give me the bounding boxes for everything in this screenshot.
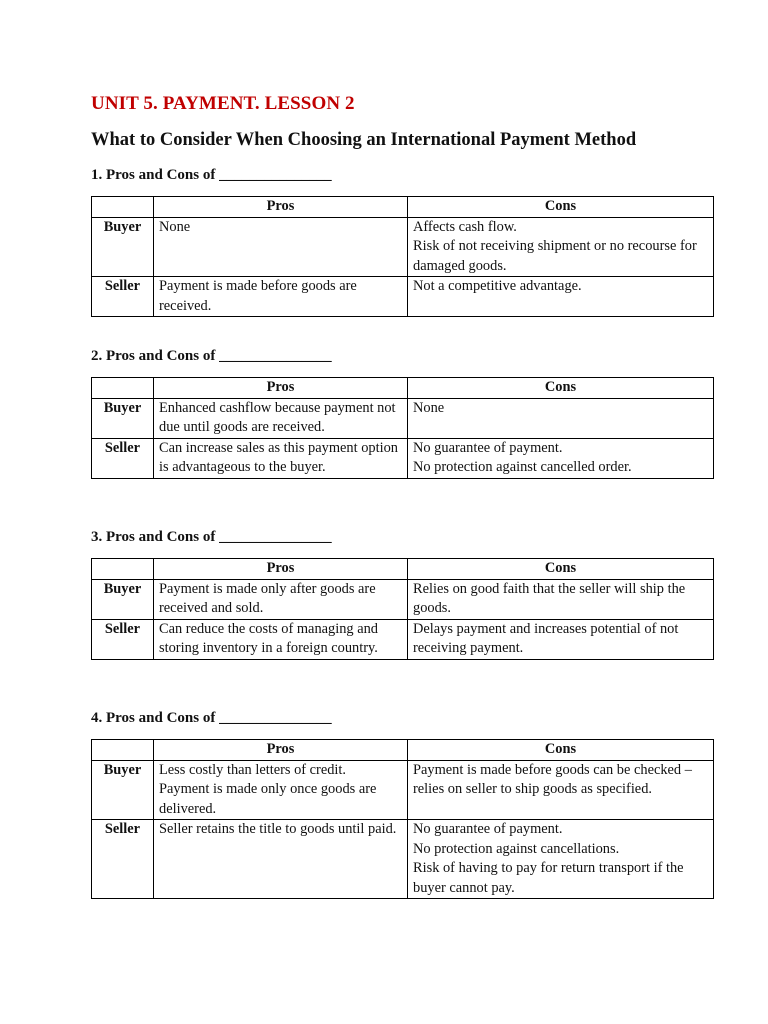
- cons-cell: [408, 619, 714, 659]
- cell-line: None: [159, 218, 191, 235]
- cell-line: No guarantee of payment.: [413, 821, 563, 837]
- table-row-buyer: [92, 217, 714, 277]
- pros-cell: [154, 619, 408, 659]
- role-cell: Seller: [92, 277, 154, 317]
- header-pros: Pros: [154, 559, 408, 580]
- cell-line: Payment is made only once goods are delivered.: [159, 781, 377, 817]
- cell-line: Payment is made only after goods are received and sold.: [159, 580, 376, 616]
- cell-line: Risk of having to pay for return transport if the buyer cannot pay.: [413, 860, 684, 896]
- cell-line: Less costly than letters of credit.: [159, 761, 347, 778]
- table-row-seller: [92, 438, 714, 478]
- cons-cell: [408, 398, 714, 438]
- table-header-row: [92, 740, 714, 761]
- table-row-seller: [92, 820, 714, 899]
- cell-line: Relies on good faith that the seller will ship the goods.: [413, 580, 686, 616]
- cell-line: No protection against cancellations.: [413, 840, 620, 857]
- section-heading: [91, 528, 713, 550]
- fill-in-blank: _______________: [219, 167, 332, 183]
- section-heading-label: 1. Pros and Cons of: [91, 167, 216, 183]
- fill-in-blank: _______________: [219, 710, 332, 726]
- section-3: [91, 528, 713, 660]
- header-cons: Cons: [408, 740, 714, 761]
- cons-cell: [408, 820, 714, 899]
- role-cell: Buyer: [92, 217, 154, 277]
- table-row-seller: [92, 277, 714, 317]
- cell-line: Can increase sales as this payment option is advantageous to the buyer.: [159, 439, 398, 475]
- pros-cons-table: [91, 739, 714, 899]
- header-blank-cell: [92, 378, 154, 399]
- role-cell: Buyer: [92, 579, 154, 619]
- cons-cell: [408, 438, 714, 478]
- section-heading: [91, 166, 713, 188]
- fill-in-blank: _______________: [219, 348, 332, 364]
- pros-cell: [154, 760, 408, 820]
- cell-line: Enhanced cashflow because payment not due until goods are received.: [159, 399, 396, 435]
- table-header-row: [92, 378, 714, 399]
- pros-cell: [154, 277, 408, 317]
- section-heading-label: 2. Pros and Cons of: [91, 348, 216, 364]
- section-heading: [91, 709, 713, 731]
- pros-cons-table: [91, 196, 714, 317]
- section-2: [91, 347, 713, 479]
- cons-cell: [408, 579, 714, 619]
- cell-line: Can reduce the costs of managing and storing inventory in a foreign country.: [159, 620, 378, 656]
- pros-cons-table: [91, 377, 714, 479]
- pros-cell: [154, 217, 408, 277]
- cell-line: Risk of not receiving shipment or no recourse for damaged goods.: [413, 238, 697, 274]
- unit-title: UNIT 5. PAYMENT. LESSON 2: [91, 93, 355, 114]
- header-pros: Pros: [154, 740, 408, 761]
- role-cell: Buyer: [92, 760, 154, 820]
- header-cons: Cons: [408, 559, 714, 580]
- header-cons: Cons: [408, 378, 714, 399]
- cell-line: Not a competitive advantage.: [413, 278, 582, 294]
- document-title: What to Consider When Choosing an International Payment Method: [91, 130, 637, 150]
- section-4: [91, 709, 713, 899]
- table-row-seller: [92, 619, 714, 659]
- pros-cell: [154, 579, 408, 619]
- cons-cell: [408, 217, 714, 277]
- cons-cell: [408, 760, 714, 820]
- role-cell: Seller: [92, 438, 154, 478]
- pros-cell: [154, 820, 408, 899]
- header-blank-cell: [92, 740, 154, 761]
- table-row-buyer: [92, 579, 714, 619]
- cell-line: Seller retains the title to goods until paid.: [159, 821, 397, 837]
- table-row-buyer: [92, 760, 714, 820]
- role-cell: Buyer: [92, 398, 154, 438]
- section-heading-label: 3. Pros and Cons of: [91, 529, 216, 545]
- table-row-buyer: [92, 398, 714, 438]
- fill-in-blank: _______________: [219, 529, 332, 545]
- pros-cons-table: [91, 558, 714, 660]
- role-cell: Seller: [92, 820, 154, 899]
- table-header-row: [92, 197, 714, 218]
- header-cons: Cons: [408, 197, 714, 218]
- cell-line: No protection against cancelled order.: [413, 459, 632, 475]
- section-1: [91, 166, 713, 317]
- pros-cell: [154, 398, 408, 438]
- cell-line: Delays payment and increases potential of not receiving payment.: [413, 620, 679, 656]
- cell-line: Payment is made before goods are received.: [159, 278, 357, 314]
- header-pros: Pros: [154, 197, 408, 218]
- cell-line: Affects cash flow.: [413, 218, 517, 235]
- cell-line: No guarantee of payment.: [413, 439, 563, 456]
- table-header-row: [92, 559, 714, 580]
- header-blank-cell: [92, 197, 154, 218]
- pros-cell: [154, 438, 408, 478]
- role-cell: Seller: [92, 619, 154, 659]
- section-heading-label: 4. Pros and Cons of: [91, 710, 216, 726]
- cell-line: Payment is made before goods can be checked – relies on seller to ship goods as specified.: [413, 761, 692, 797]
- header-blank-cell: [92, 559, 154, 580]
- header-pros: Pros: [154, 378, 408, 399]
- cell-line: None: [413, 399, 445, 416]
- section-heading: [91, 347, 713, 369]
- cons-cell: [408, 277, 714, 317]
